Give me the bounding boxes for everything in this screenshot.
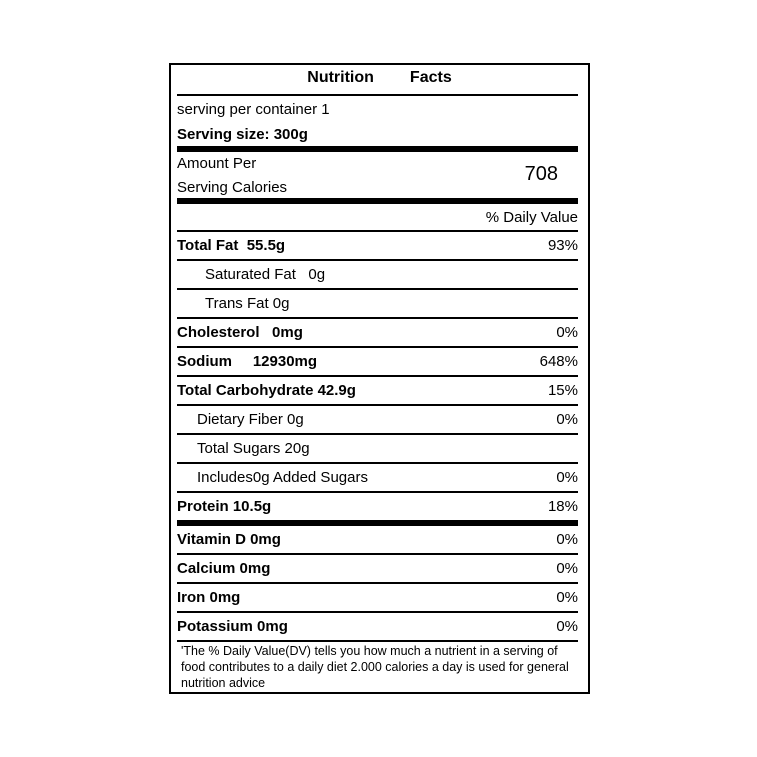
nutrient-row <box>177 613 578 640</box>
nutrient-row <box>177 261 578 288</box>
nutrient-daily-value: 93% <box>547 237 578 254</box>
nutrient-row <box>177 290 578 317</box>
nutrient-label: Calcium 0mg <box>177 560 271 577</box>
nutrient-daily-value: 0% <box>556 531 578 548</box>
nutrient-label: Vitamin D 0mg <box>177 531 281 548</box>
thick-divider <box>177 198 578 204</box>
servings-per-container <box>177 98 578 120</box>
title-word-2: Facts <box>409 69 452 86</box>
divider <box>177 94 578 96</box>
nutrient-daily-value: 0% <box>556 324 578 341</box>
daily-value-header-text: % Daily Value <box>485 208 578 226</box>
amount-per-text: Amount Per <box>177 154 257 172</box>
title-word-1: Nutrition <box>307 69 374 86</box>
nutrient-label: Potassium 0mg <box>177 618 288 635</box>
nutrient-label: Total Sugars 20g <box>197 440 310 457</box>
nutrient-row <box>177 348 578 375</box>
nutrient-daily-value: 0% <box>556 411 578 428</box>
nutrient-row <box>177 584 578 611</box>
daily-value-header <box>177 205 578 229</box>
nutrient-row <box>177 435 578 462</box>
nutrient-daily-value: 0% <box>556 618 578 635</box>
nutrient-row <box>177 232 578 259</box>
serving-calories-text: Serving Calories <box>177 178 288 196</box>
amount-per <box>177 152 578 174</box>
nutrient-label: Total Fat 55.5g <box>177 237 286 254</box>
nutrient-daily-value: 0% <box>556 469 578 486</box>
nutrient-label: Trans Fat 0g <box>205 295 290 312</box>
nutrition-facts-label <box>169 63 590 694</box>
serving-size <box>177 123 578 145</box>
nutrient-label: Iron 0mg <box>177 589 241 606</box>
serving-size-text: Serving size: 300g <box>177 125 308 143</box>
calories-value: 708 <box>524 163 558 185</box>
nutrient-row <box>177 493 578 520</box>
nutrient-daily-value: 15% <box>547 382 578 399</box>
nutrient-row <box>177 319 578 346</box>
nutrient-daily-value: 0% <box>556 560 578 577</box>
nutrient-daily-value: 0% <box>556 589 578 606</box>
nutrient-label: Sodium 12930mg <box>177 353 318 370</box>
nutrient-row <box>177 406 578 433</box>
nutrient-label: Protein 10.5g <box>177 498 272 515</box>
divider <box>177 640 578 642</box>
nutrient-row <box>177 464 578 491</box>
nutrient-row <box>177 555 578 582</box>
nutrient-daily-value: 18% <box>547 498 578 515</box>
nutrient-label: Dietary Fiber 0g <box>197 411 304 428</box>
servings-text: serving per container 1 <box>177 100 330 118</box>
nutrient-label: Saturated Fat 0g <box>205 266 326 283</box>
nutrient-label: Cholesterol 0mg <box>177 324 303 341</box>
footnote: 'The % Daily Value(DV) tells you how much a nutrient in a serving of food contributes to a daily diet 2.000 calories a day is used for general nutrition advice <box>181 644 569 690</box>
serving-calories <box>177 176 578 198</box>
nutrient-daily-value: 648% <box>539 353 578 370</box>
nutrient-label: Total Carbohydrate 42.9g <box>177 382 356 399</box>
label-title <box>171 69 588 87</box>
nutrient-row <box>177 526 578 553</box>
nutrient-row <box>177 377 578 404</box>
nutrient-label: Includes0g Added Sugars <box>197 469 368 486</box>
